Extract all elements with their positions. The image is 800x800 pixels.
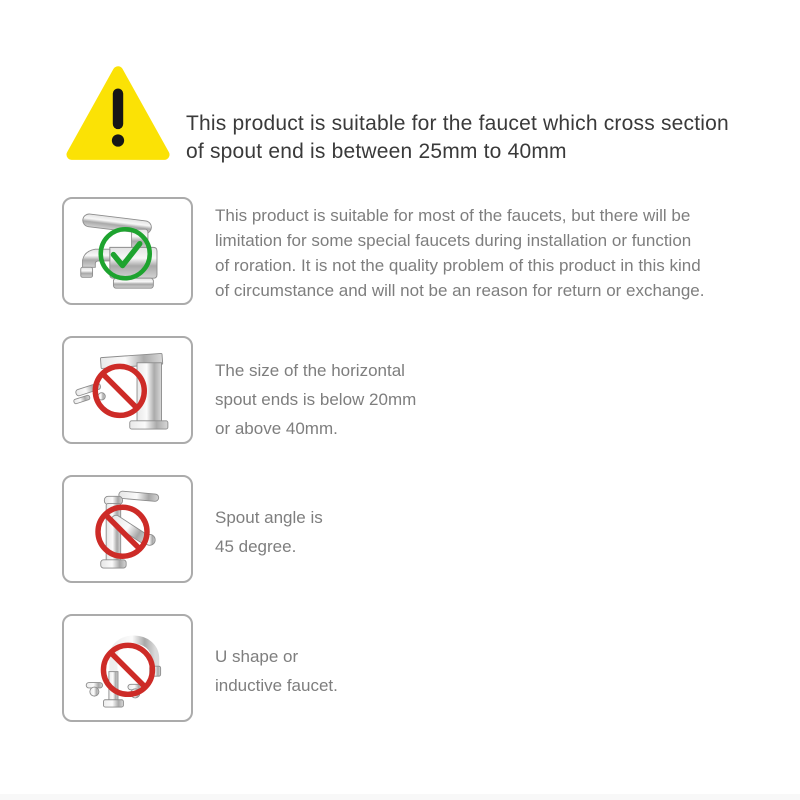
rule-row-spout-angle [0, 475, 800, 595]
rule-row-spout-size [0, 336, 800, 456]
header-line: of spout end is between 25mm to 40mm [186, 140, 567, 163]
rule-text [215, 642, 338, 700]
rule-text-line: of circumstance and will not be an reason for return or exchange. [215, 281, 705, 300]
rule-text [215, 503, 323, 561]
rule-text-line: or above 40mm. [215, 419, 338, 438]
rule-text-line: Spout angle is [215, 508, 323, 527]
rule-text-line: U shape or [215, 647, 299, 666]
square-faucet-illustration [62, 336, 193, 444]
rule-text-line: The size of the horizontal [215, 361, 405, 380]
rule-text-line: 45 degree. [215, 537, 297, 556]
header-note [186, 110, 766, 166]
header-line: This product is suitable for the faucet which cross section [186, 112, 729, 135]
rule-row-u-shape [0, 614, 800, 734]
classic-faucet-illustration [62, 197, 193, 305]
rule-text [215, 203, 705, 303]
angled-spout-faucet-illustration [62, 475, 193, 583]
gooseneck-faucet-illustration [62, 614, 193, 722]
rule-text-line: This product is suitable for most of the faucets, but there will be [215, 206, 691, 225]
warning-triangle-icon [66, 62, 170, 166]
bottom-edge-strip [0, 794, 800, 800]
rule-text-line: of roration. It is not the quality problem of this product in this kind [215, 256, 701, 275]
rule-text-line: inductive faucet. [215, 676, 338, 695]
rule-row-suitable [0, 197, 800, 317]
rule-text-line: limitation for some special faucets during installation or function [215, 231, 692, 250]
rule-text-line: spout ends is below 20mm [215, 390, 417, 409]
rule-text [215, 356, 416, 443]
